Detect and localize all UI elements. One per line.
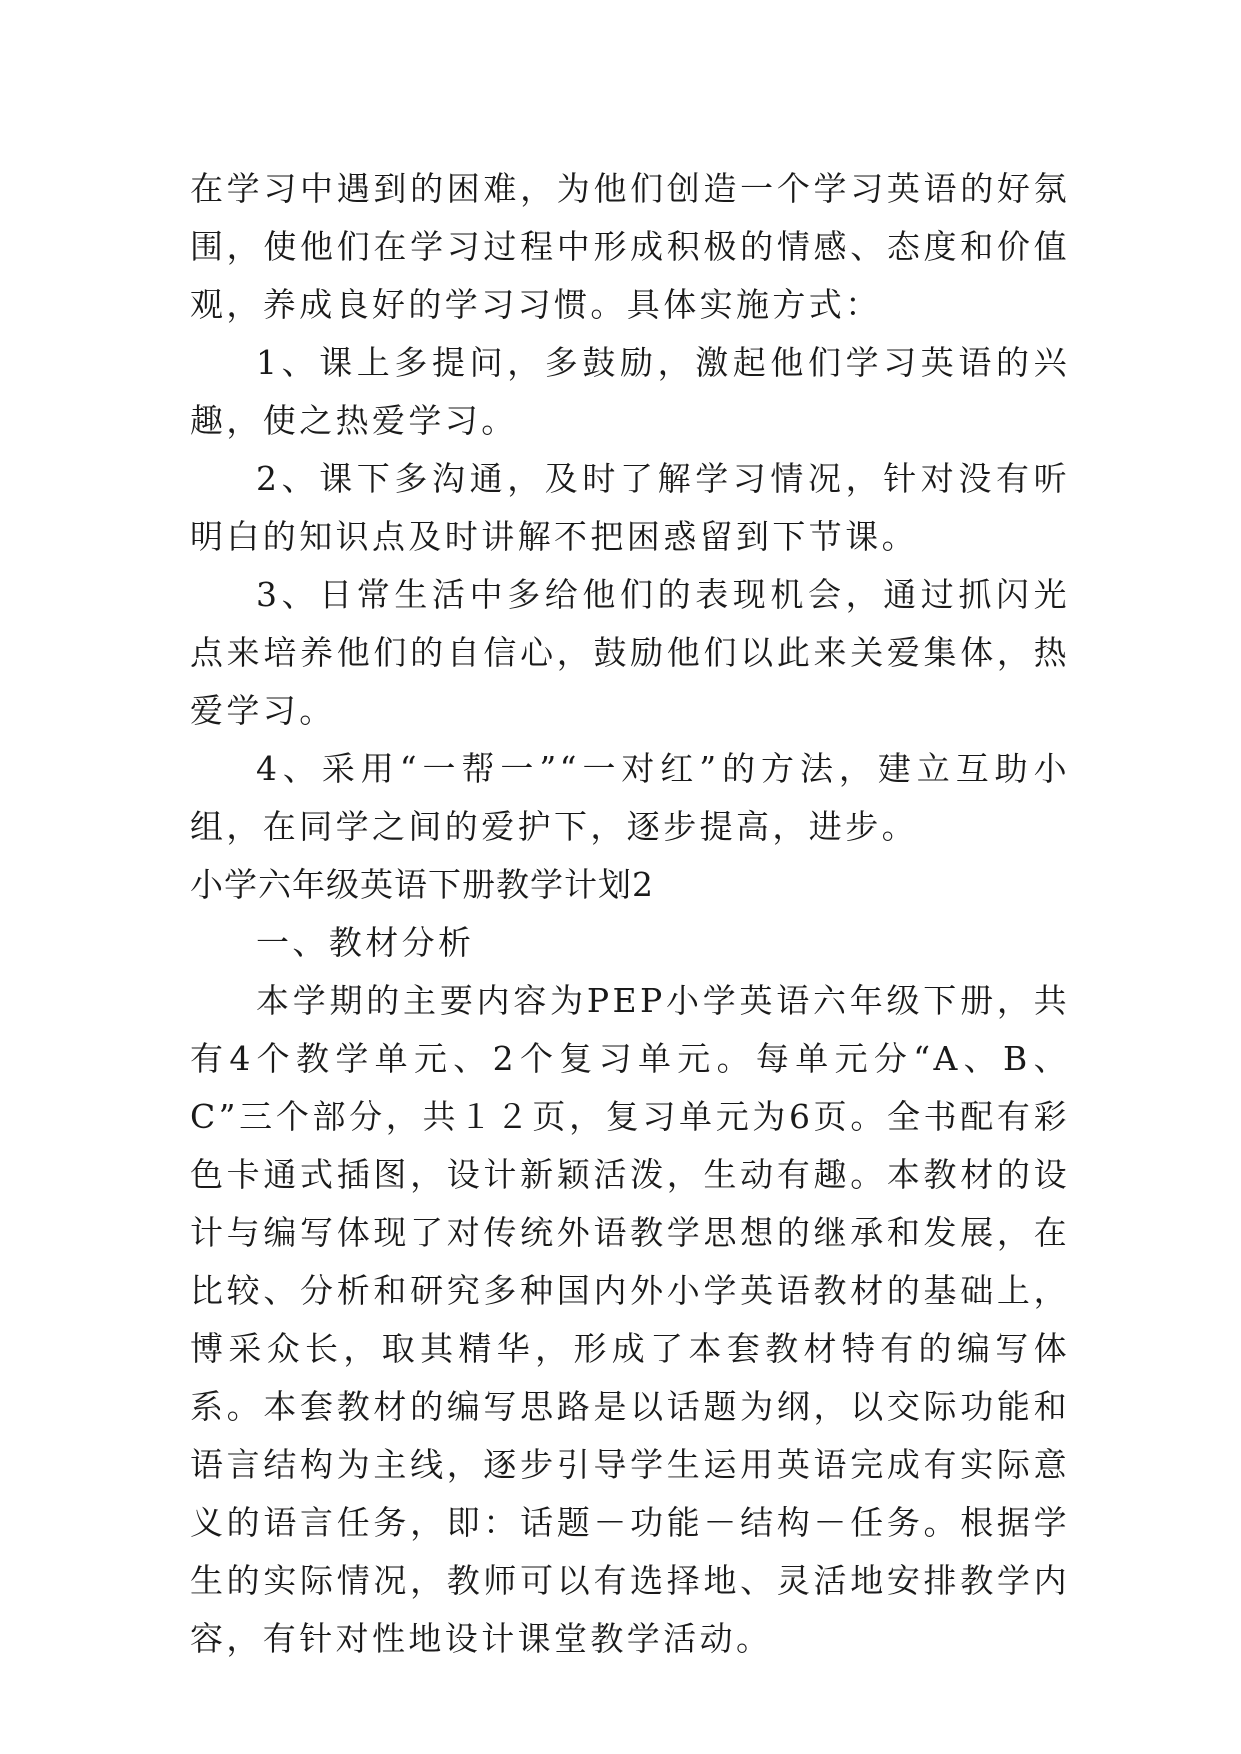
list-item-1: 1、课上多提问，多鼓励，激起他们学习英语的兴趣，使之热爱学习。: [190, 343, 1070, 440]
paragraph-continued: 在学习中遇到的困难，为他们创造一个学习英语的好氛围，使他们在学习过程中形成积极的情感、态度和价值观，养成良好的学习习惯。具体实施方式：: [190, 169, 1070, 324]
document-body: [190, 160, 1070, 1668]
section-title: 一、教材分析: [256, 923, 475, 962]
list-item-3: 3、日常生活中多给他们的表现机会，通过抓闪光点来培养他们的自信心，鼓励他们以此来关爱集体，热爱学习。: [190, 575, 1070, 730]
textbook-analysis-paragraph: 本学期的主要内容为PEP小学英语六年级下册，共有4个教学单元、2个复习单元。每单元分“A、B、C”三个部分，共１２页，复习单元为6页。全书配有彩色卡通式插图，设计新颖活泼，生动有趣。本教材的设计与编写体现了对传统外语教学思想的继承和发展，在比较、分析和研究多种国内外小学英语教材的基础上，博采众长，取其精华，形成了本套教材特有的编写体系。本套教材的编写思路是以话题为纲，以交际功能和语言结构为主线，逐步引导学生运用英语完成有实际意义的语言任务，即：话题－功能－结构－任务。根据学生的实际情况，教师可以有选择地、灵活地安排教学内容，有针对性地设计课堂教学活动。: [190, 981, 1070, 1658]
list-item-4: 4、采用“一帮一”“一对红”的方法，建立互助小组，在同学之间的爱护下，逐步提高，进步。: [190, 749, 1070, 846]
plan-heading: 小学六年级英语下册教学计划2: [190, 865, 654, 904]
list-item-2: 2、课下多沟通，及时了解学习情况，针对没有听明白的知识点及时讲解不把困惑留到下节课。: [190, 459, 1070, 556]
